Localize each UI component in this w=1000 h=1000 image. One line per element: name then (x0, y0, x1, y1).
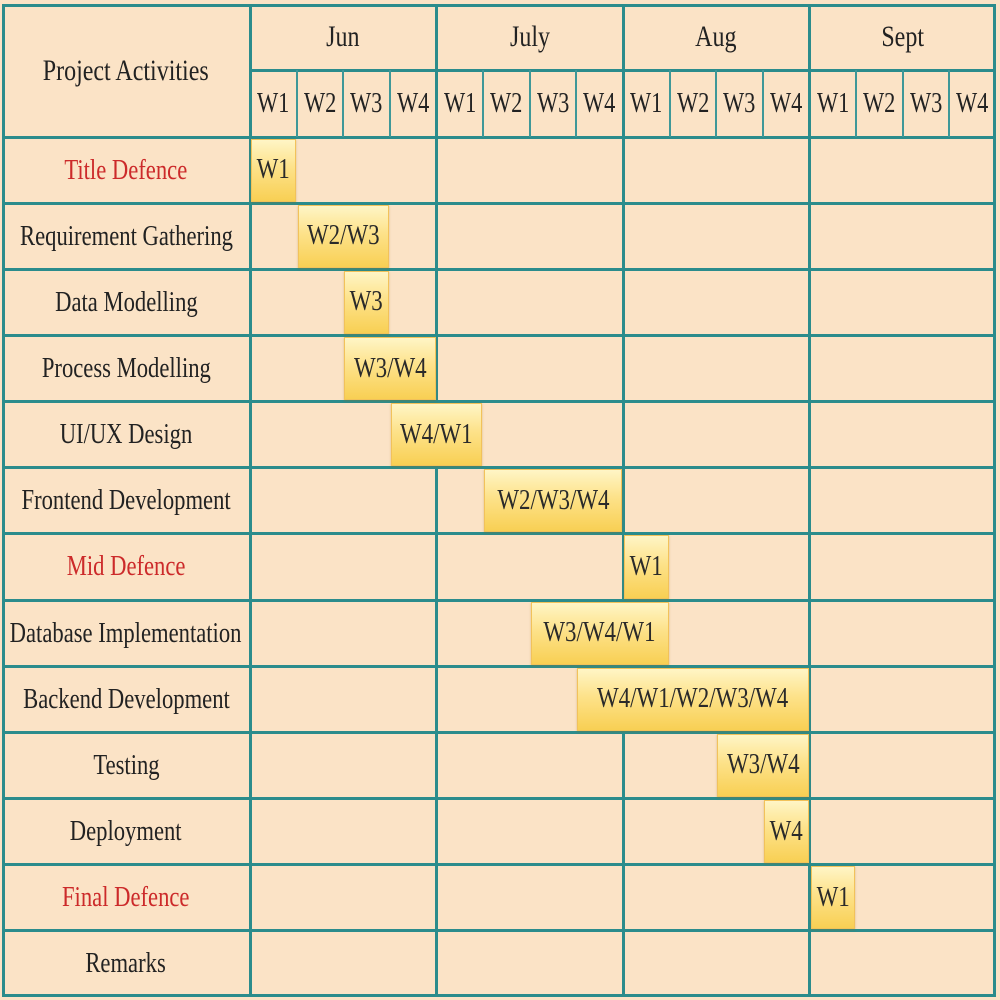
gantt-bar-label-final-defence: W1 (816, 881, 850, 913)
activity-label-title-defence: Title Defence (64, 153, 188, 186)
month-label-jun: Jun (326, 20, 360, 53)
gantt-bar-label-mid-defence: W1 (629, 550, 663, 582)
activity-label-process-modelling: Process Modelling (41, 352, 211, 385)
chart-frame (2, 4, 996, 997)
month-label-july: July (509, 20, 550, 53)
month-label-aug: Aug (695, 20, 737, 53)
month-label-sept: Sept (881, 20, 925, 53)
activity-label-testing: Testing (92, 748, 160, 781)
week-label-jun-w3: W3 (350, 87, 383, 119)
gantt-bar-label-ui-ux-design: W4/W1 (400, 418, 473, 450)
week-label-aug-w3: W3 (723, 87, 756, 119)
activity-label-ui-ux-design: UI/UX Design (59, 418, 193, 451)
gantt-bar-label-process-modelling: W3/W4 (353, 352, 427, 384)
gantt-bar-label-database-implementation: W3/W4/W1 (543, 617, 656, 649)
week-label-july-w1: W1 (443, 87, 476, 119)
week-label-jun-w4: W4 (397, 87, 430, 119)
week-label-aug-w4: W4 (770, 87, 803, 119)
gantt-bar-label-data-modelling: W3 (349, 286, 384, 318)
activity-label-final-defence: Final Defence (62, 881, 190, 914)
activity-label-requirement-gathering: Requirement Gathering (19, 219, 233, 252)
gantt-bar-label-backend-development: W4/W1/W2/W3/W4 (597, 683, 789, 715)
week-label-sept-w3: W3 (909, 87, 943, 119)
week-label-july-w4: W4 (583, 87, 616, 119)
gantt-bar-label-requirement-gathering: W2/W3 (306, 220, 380, 252)
week-label-aug-w1: W1 (630, 87, 663, 119)
week-label-july-w3: W3 (536, 87, 570, 119)
week-label-jun-w2: W2 (303, 87, 337, 119)
activity-label-database-implementation: Database Implementation (10, 616, 242, 649)
week-label-jun-w1: W1 (257, 87, 290, 119)
activity-label-backend-development: Backend Development (22, 682, 230, 715)
week-label-sept-w2: W2 (863, 87, 896, 119)
gantt-bar-label-deployment: W4 (769, 815, 803, 847)
activity-label-data-modelling: Data Modelling (54, 285, 198, 318)
activity-label-remarks: Remarks (85, 947, 167, 980)
gantt-bar-label-frontend-development: W2/W3/W4 (496, 484, 610, 516)
week-label-sept-w4: W4 (956, 87, 989, 119)
gantt-bar-label-title-defence: W1 (256, 154, 290, 186)
activity-label-frontend-development: Frontend Development (21, 484, 231, 517)
gantt-bar-label-testing: W3/W4 (726, 749, 800, 781)
week-label-aug-w2: W2 (676, 87, 710, 119)
activity-label-mid-defence: Mid Defence (66, 550, 186, 583)
activity-column-header: Project Activities (43, 53, 209, 87)
activity-label-deployment: Deployment (70, 815, 182, 848)
week-label-sept-w1: W1 (816, 87, 849, 119)
week-label-july-w2: W2 (490, 87, 523, 119)
